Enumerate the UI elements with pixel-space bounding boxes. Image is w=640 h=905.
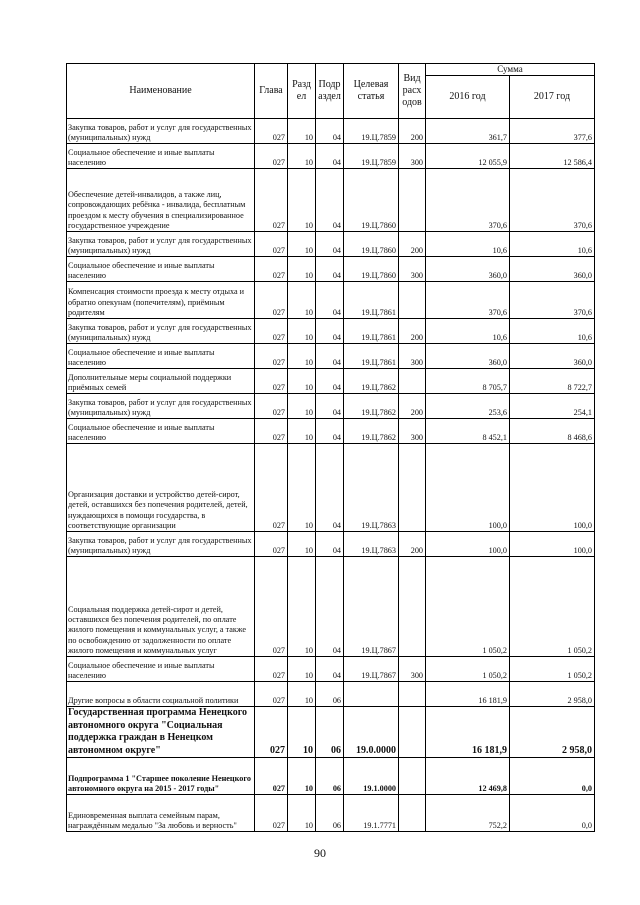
- cell-glava: 027: [255, 257, 288, 282]
- cell-vid: [399, 169, 426, 232]
- cell-vid: [399, 758, 426, 795]
- table-row: [67, 232, 595, 257]
- cell-y2017: 12 586,4: [510, 144, 595, 169]
- cell-article: 19.Ц.7867: [344, 557, 399, 657]
- cell-y2017: 8 468,6: [510, 419, 595, 444]
- header-article: Целевая статья: [344, 64, 399, 119]
- cell-razdel: 10: [288, 319, 316, 344]
- cell-razdel: 10: [288, 795, 316, 832]
- cell-glava: 027: [255, 532, 288, 557]
- cell-article: 19.1.7771: [344, 795, 399, 832]
- cell-y2016: 100,0: [426, 532, 510, 557]
- cell-y2016: 12 055,9: [426, 144, 510, 169]
- cell-name: Подпрограмма 1 "Старшее поколение Ненецкого автономного округа на 2015 - 2017 годы": [67, 758, 255, 795]
- cell-article: 19.Ц.7861: [344, 344, 399, 369]
- table-row: [67, 657, 595, 682]
- cell-y2016: 1 050,2: [426, 657, 510, 682]
- cell-podrazdel: 06: [316, 758, 344, 795]
- cell-name: Социальное обеспечение и иные выплаты населению: [67, 144, 255, 169]
- table-row: [67, 119, 595, 144]
- cell-y2016: 16 181,9: [426, 682, 510, 707]
- table-row: [67, 682, 595, 707]
- cell-name: Закупка товаров, работ и услуг для государственных (муниципальных) нужд: [67, 532, 255, 557]
- cell-podrazdel: 04: [316, 119, 344, 144]
- cell-article: 19.Ц.7859: [344, 144, 399, 169]
- table-row: [67, 169, 595, 232]
- header-vid: Вид расх одов: [399, 64, 426, 119]
- cell-glava: 027: [255, 657, 288, 682]
- table-body: [67, 119, 595, 832]
- cell-glava: 027: [255, 232, 288, 257]
- table-row: [67, 532, 595, 557]
- cell-y2016: 361,7: [426, 119, 510, 144]
- cell-razdel: 10: [288, 758, 316, 795]
- cell-vid: [399, 557, 426, 657]
- cell-vid: 200: [399, 394, 426, 419]
- cell-razdel: 10: [288, 369, 316, 394]
- cell-glava: 027: [255, 169, 288, 232]
- cell-podrazdel: 04: [316, 419, 344, 444]
- table-row: [67, 319, 595, 344]
- cell-y2017: 0,0: [510, 758, 595, 795]
- cell-razdel: 10: [288, 444, 316, 532]
- table-row: [67, 394, 595, 419]
- header-2016: 2016 год: [426, 75, 510, 118]
- cell-y2016: 370,6: [426, 282, 510, 319]
- cell-podrazdel: 04: [316, 557, 344, 657]
- cell-glava: 027: [255, 344, 288, 369]
- cell-y2017: 8 722,7: [510, 369, 595, 394]
- cell-name: Социальная поддержка детей-сирот и детей, оставшихся без попечения родителей, по оплате жилого помещения и коммунальных услуг, а также по освобождению от задолженности по оплате жилого помещения и коммунальных услуг: [67, 557, 255, 657]
- cell-y2017: 10,6: [510, 232, 595, 257]
- cell-y2017: 1 050,2: [510, 557, 595, 657]
- table-row: [67, 758, 595, 795]
- cell-glava: 027: [255, 282, 288, 319]
- cell-y2017: 2 958,0: [510, 707, 595, 758]
- page-number: 90: [314, 846, 326, 860]
- cell-podrazdel: 04: [316, 344, 344, 369]
- cell-razdel: 10: [288, 532, 316, 557]
- cell-razdel: 10: [288, 144, 316, 169]
- cell-glava: 027: [255, 319, 288, 344]
- cell-vid: [399, 282, 426, 319]
- cell-y2016: 12 469,8: [426, 758, 510, 795]
- header-summa: Сумма: [426, 64, 595, 76]
- cell-article: 19.Ц.7863: [344, 444, 399, 532]
- cell-glava: 027: [255, 557, 288, 657]
- cell-y2017: 100,0: [510, 444, 595, 532]
- cell-name: Социальное обеспечение и иные выплаты населению: [67, 257, 255, 282]
- table-row: [67, 369, 595, 394]
- cell-glava: 027: [255, 144, 288, 169]
- cell-name: Государственная программа Ненецкого автономного округа "Социальная поддержка граждан в Ненецком автономном округе": [67, 707, 255, 758]
- cell-y2016: 752,2: [426, 795, 510, 832]
- cell-article: 19.Ц.7860: [344, 232, 399, 257]
- cell-glava: 027: [255, 682, 288, 707]
- cell-article: [344, 682, 399, 707]
- header-podrazdel: Подр аздел: [316, 64, 344, 119]
- cell-podrazdel: 04: [316, 144, 344, 169]
- cell-y2016: 8 452,1: [426, 419, 510, 444]
- cell-article: 19.0.0000: [344, 707, 399, 758]
- table-row: [67, 707, 595, 758]
- cell-article: 19.Ц.7862: [344, 369, 399, 394]
- cell-y2016: 100,0: [426, 444, 510, 532]
- cell-podrazdel: 04: [316, 257, 344, 282]
- cell-y2016: 10,6: [426, 319, 510, 344]
- cell-glava: 027: [255, 444, 288, 532]
- cell-name: Единовременная выплата семейным парам, награждённым медалью "За любовь и верность": [67, 795, 255, 832]
- cell-y2017: 254,1: [510, 394, 595, 419]
- cell-glava: 027: [255, 707, 288, 758]
- cell-podrazdel: 04: [316, 444, 344, 532]
- cell-y2016: 16 181,9: [426, 707, 510, 758]
- cell-article: 19.Ц.7862: [344, 419, 399, 444]
- table-row: [67, 144, 595, 169]
- cell-vid: 300: [399, 657, 426, 682]
- table-row: [67, 444, 595, 532]
- cell-article: 19.Ц.7861: [344, 319, 399, 344]
- cell-article: 19.Ц.7861: [344, 282, 399, 319]
- cell-razdel: 10: [288, 282, 316, 319]
- cell-y2017: 370,6: [510, 282, 595, 319]
- header-name: Наименование: [67, 64, 255, 119]
- cell-name: Обеспечение детей-инвалидов, а также лиц, сопровождающих ребёнка - инвалида, бесплатным проездом к месту обучения в специализированное государственное учреждение: [67, 169, 255, 232]
- cell-y2016: 253,6: [426, 394, 510, 419]
- cell-y2017: 2 958,0: [510, 682, 595, 707]
- cell-y2016: 360,0: [426, 257, 510, 282]
- cell-podrazdel: 04: [316, 232, 344, 257]
- cell-article: 19.1.0000: [344, 758, 399, 795]
- cell-razdel: 10: [288, 344, 316, 369]
- cell-name: Дополнительные меры социальной поддержки приёмных семей: [67, 369, 255, 394]
- cell-razdel: 10: [288, 169, 316, 232]
- cell-article: 19.Ц.7862: [344, 394, 399, 419]
- cell-y2017: 370,6: [510, 169, 595, 232]
- cell-name: Социальное обеспечение и иные выплаты населению: [67, 419, 255, 444]
- cell-article: 19.Ц.7859: [344, 119, 399, 144]
- cell-vid: [399, 707, 426, 758]
- cell-y2016: 360,0: [426, 344, 510, 369]
- cell-vid: 300: [399, 419, 426, 444]
- cell-podrazdel: 06: [316, 795, 344, 832]
- table-row: [67, 344, 595, 369]
- cell-y2017: 100,0: [510, 532, 595, 557]
- cell-podrazdel: 04: [316, 169, 344, 232]
- cell-glava: 027: [255, 795, 288, 832]
- cell-razdel: 10: [288, 707, 316, 758]
- cell-razdel: 10: [288, 657, 316, 682]
- cell-vid: [399, 369, 426, 394]
- cell-razdel: 10: [288, 557, 316, 657]
- cell-vid: 200: [399, 532, 426, 557]
- cell-article: 19.Ц.7863: [344, 532, 399, 557]
- cell-article: 19.Ц.7867: [344, 657, 399, 682]
- cell-podrazdel: 06: [316, 682, 344, 707]
- header-2017: 2017 год: [510, 75, 595, 118]
- cell-name: Закупка товаров, работ и услуг для государственных (муниципальных) нужд: [67, 319, 255, 344]
- cell-razdel: 10: [288, 394, 316, 419]
- budget-table: [66, 63, 595, 832]
- cell-vid: 200: [399, 232, 426, 257]
- cell-podrazdel: 04: [316, 394, 344, 419]
- cell-y2016: 370,6: [426, 169, 510, 232]
- cell-name: Социальное обеспечение и иные выплаты населению: [67, 344, 255, 369]
- cell-y2016: 8 705,7: [426, 369, 510, 394]
- cell-vid: [399, 795, 426, 832]
- cell-vid: 300: [399, 257, 426, 282]
- cell-podrazdel: 04: [316, 532, 344, 557]
- cell-razdel: 10: [288, 257, 316, 282]
- cell-vid: 200: [399, 319, 426, 344]
- cell-razdel: 10: [288, 119, 316, 144]
- header-razdel: Разд ел: [288, 64, 316, 119]
- header-glava: Глава: [255, 64, 288, 119]
- cell-glava: 027: [255, 119, 288, 144]
- cell-podrazdel: 04: [316, 657, 344, 682]
- table-row: [67, 257, 595, 282]
- cell-y2017: 377,6: [510, 119, 595, 144]
- cell-name: Закупка товаров, работ и услуг для государственных (муниципальных) нужд: [67, 232, 255, 257]
- cell-name: Закупка товаров, работ и услуг для государственных (муниципальных) нужд: [67, 394, 255, 419]
- cell-y2016: 10,6: [426, 232, 510, 257]
- cell-razdel: 10: [288, 419, 316, 444]
- cell-name: Другие вопросы в области социальной политики: [67, 682, 255, 707]
- table-row: [67, 419, 595, 444]
- cell-razdel: 10: [288, 682, 316, 707]
- cell-y2017: 0,0: [510, 795, 595, 832]
- cell-glava: 027: [255, 419, 288, 444]
- cell-razdel: 10: [288, 232, 316, 257]
- cell-vid: 300: [399, 144, 426, 169]
- cell-podrazdel: 06: [316, 707, 344, 758]
- cell-y2017: 360,0: [510, 257, 595, 282]
- cell-glava: 027: [255, 758, 288, 795]
- cell-y2017: 10,6: [510, 319, 595, 344]
- cell-glava: 027: [255, 394, 288, 419]
- cell-article: 19.Ц.7860: [344, 169, 399, 232]
- cell-podrazdel: 04: [316, 369, 344, 394]
- cell-vid: 200: [399, 119, 426, 144]
- table-row: [67, 795, 595, 832]
- cell-name: Социальное обеспечение и иные выплаты населению: [67, 657, 255, 682]
- cell-name: Закупка товаров, работ и услуг для государственных (муниципальных) нужд: [67, 119, 255, 144]
- cell-y2017: 360,0: [510, 344, 595, 369]
- cell-vid: [399, 444, 426, 532]
- cell-article: 19.Ц.7860: [344, 257, 399, 282]
- table-row: [67, 557, 595, 657]
- cell-y2017: 1 050,2: [510, 657, 595, 682]
- cell-y2016: 1 050,2: [426, 557, 510, 657]
- table-row: [67, 282, 595, 319]
- cell-podrazdel: 04: [316, 282, 344, 319]
- cell-name: Организация доставки и устройство детей-сирот, детей, оставшихся без попечения родителей, детей, нуждающихся в помощи государства, в соответствующие организации: [67, 444, 255, 532]
- cell-vid: [399, 682, 426, 707]
- cell-glava: 027: [255, 369, 288, 394]
- cell-name: Компенсация стоимости проезда к месту отдыха и обратно опекунам (попечителям), приёмным родителям: [67, 282, 255, 319]
- cell-vid: 300: [399, 344, 426, 369]
- cell-podrazdel: 04: [316, 319, 344, 344]
